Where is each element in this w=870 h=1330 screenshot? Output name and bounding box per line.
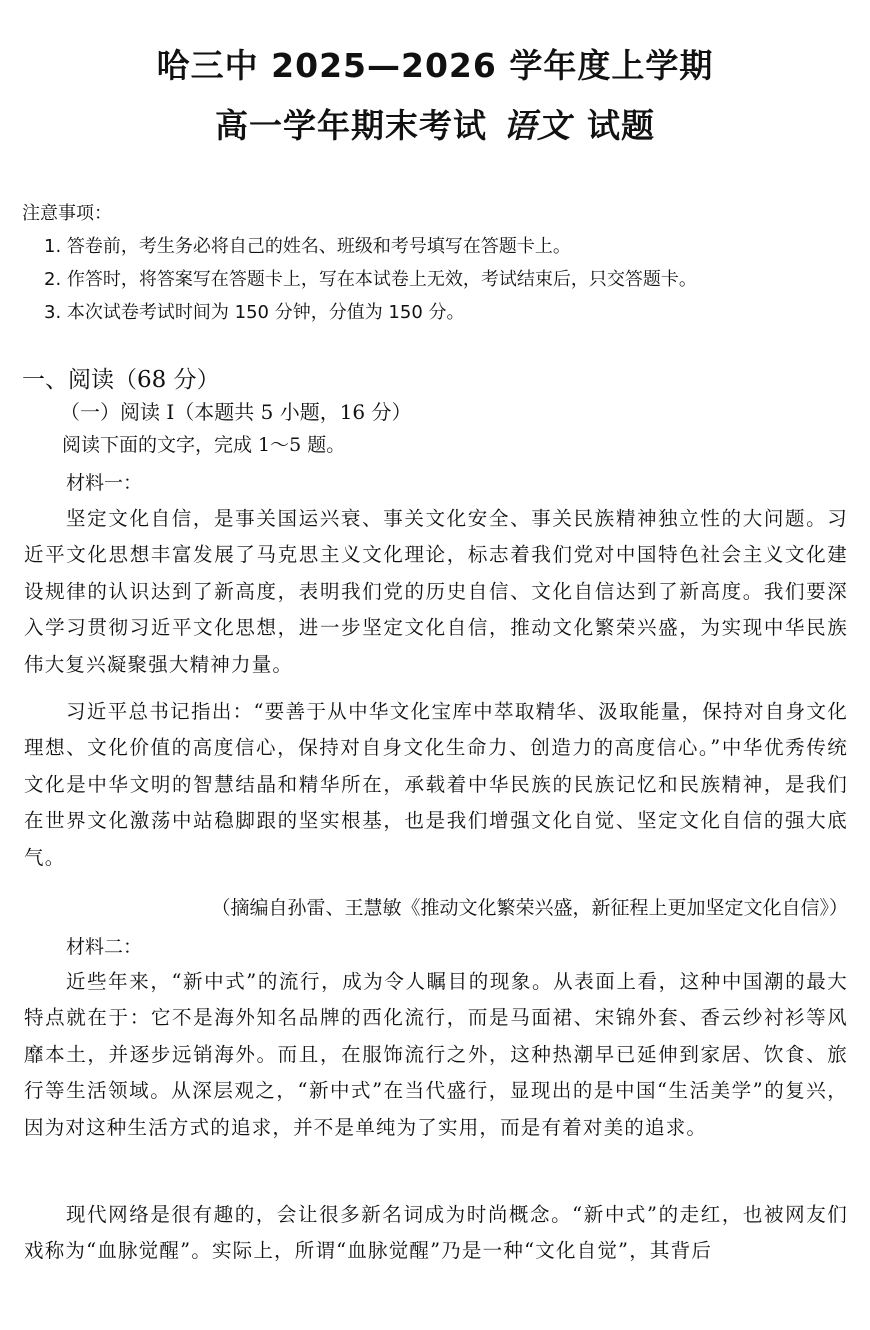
subsection-heading: （一）阅读 I（本题共 5 小题，16 分） (60, 400, 412, 424)
reading-instruction: 阅读下面的文字，完成 1～5 题。 (62, 434, 346, 456)
exam-title-line2 (0, 100, 870, 147)
material1-source: （摘编自孙雷、王慧敏《推动文化繁荣兴盛，新征程上更加坚定文化自信》） (211, 897, 848, 919)
exam-title-main: 高一学年期末考试 (215, 106, 487, 145)
exam-subject: 语文 (503, 106, 571, 145)
material1-label: 材料一： (66, 472, 143, 494)
material2-paragraph: 现代网络是很有趣的，会让很多新名词成为时尚概念。“新中式”的走红，也被网友们戏称为“血脉觉醒”。实际上，所谓“血脉觉醒”乃是一种“文化自觉”，其背后 (24, 1203, 848, 1263)
material1-paragraph: 习近平总书记指出：“要善于从中华文化宝库中萃取精华、汲取能量，保持对自身文化理想、文化价值的高度信心，保持对自身文化生命力、创造力的高度信心。”中华优秀传统文化是中华文明的智慧结晶和精华所在，承载着中华民族的民族记忆和民族精神，是我们在世界文化激荡中站稳脚跟的坚实根基，也是我们增强文化自觉、坚定文化自信的强大底气。 (24, 700, 848, 869)
notice-item: 3. 本次试卷考试时间为 150 分钟，分值为 150 分。 (44, 302, 465, 323)
material2-label: 材料二： (66, 936, 143, 958)
notice-heading: 注意事项： (22, 203, 112, 224)
notice-item: 1. 答卷前，考生务必将自己的姓名、班级和考号填写在答题卡上。 (44, 236, 571, 257)
notice-item: 2. 作答时，将答案写在答题卡上，写在本试卷上无效，考试结束后，只交答题卡。 (44, 269, 697, 290)
section-heading: 一、阅读（68 分） (22, 367, 220, 393)
material1-paragraph: 坚定文化自信，是事关国运兴衰、事关文化安全、事关民族精神独立性的大问题。习近平文化思想丰富发展了马克思主义文化理论，标志着我们党对中国特色社会主义文化建设规律的认识达到了新高度，表明我们党的历史自信、文化自信达到了新高度。我们要深入学习贯彻习近平文化思想，进一步坚定文化自信，推动文化繁荣兴盛，为实现中华民族伟大复兴凝聚强大精神力量。 (24, 507, 848, 676)
exam-title-suffix: 试题 (587, 106, 655, 145)
exam-title-line1: 哈三中 2025—2026 学年度上学期 (156, 46, 714, 85)
material2-paragraph: 近些年来，“新中式”的流行，成为令人瞩目的现象。从表面上看，这种中国潮的最大特点就在于：它不是海外知名品牌的西化流行，而是马面裙、宋锦外套、香云纱衬衫等风靡本土，并逐步远销海外。而且，在服饰流行之外，这种热潮早已延伸到家居、饮食、旅行等生活领域。从深层观之，“新中式”在当代盛行，显现出的是中国“生活美学”的复兴，因为对这种生活方式的追求，并不是单纯为了实用，而是有着对美的追求。 (24, 970, 848, 1139)
